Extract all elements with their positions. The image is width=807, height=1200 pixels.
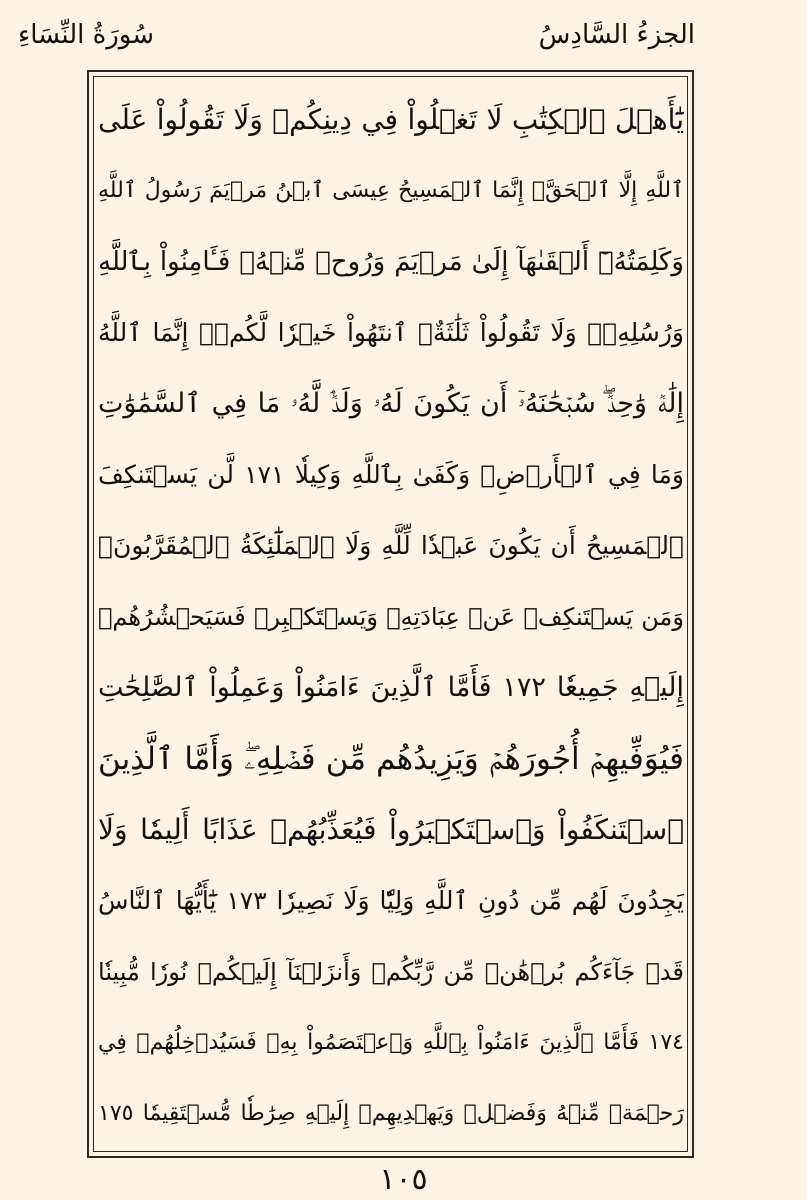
- text-line-6: وَمَا فِي ٱلۡأَرۡضِۗ وَكَفَىٰ بِٱللَّهِ وَكِيلٗا ١٧١ لَّن يَسۡتَنكِفَ: [98, 460, 684, 489]
- text-line-13: قَدۡ جَآءَكُم بُرۡهَٰنٞ مِّن رَّبِّكُمۡ وَأَنزَلۡنَآ إِلَيۡكُمۡ نُورٗا مُّبِينٗا: [98, 958, 684, 986]
- juz-title: الجزءُ السَّادِسُ: [538, 20, 695, 50]
- page-header: [0, 0, 807, 66]
- text-line-4: وَرُسُلِهِۦۖ وَلَا تَقُولُواْ ثَلَٰثَةٌۚ ٱنتَهُواْ خَيۡرٗا لَّكُمۡۚ إِنَّمَا ٱللَّهُ: [98, 318, 684, 347]
- text-line-5: إِلَٰهٞ وَٰحِدٞۖ سُبۡحَٰنَهُۥٓ أَن يَكُونَ لَهُۥ وَلَدٞۘ لَّهُۥ مَا فِي ٱلسَّمَٰوَٰتِ: [98, 388, 684, 419]
- quran-text-body: [98, 82, 684, 1146]
- surah-title: سُورَةُ النِّسَاءِ: [18, 20, 154, 50]
- text-line-14: ١٧٤ فَأَمَّا ٱلَّذِينَ ءَامَنُواْ بِٱللَّهِ وَٱعۡتَصَمُواْ بِهِۦ فَسَيُدۡخِلُهُمۡ فِي: [98, 1030, 684, 1055]
- text-line-3: وَكَلِمَتُهُۥٓ أَلۡقَىٰهَآ إِلَىٰ مَرۡيَمَ وَرُوحٞ مِّنۡهُۖ فَـَٔامِنُواْ بِٱللَّهِ: [98, 247, 684, 277]
- text-line-8: وَمَن يَسۡتَنكِفۡ عَنۡ عِبَادَتِهِۦ وَيَسۡتَكۡبِرۡ فَسَيَحۡشُرُهُمۡ: [98, 603, 684, 631]
- text-line-15: رَحۡمَةٖ مِّنۡهُ وَفَضۡلٖ وَيَهۡدِيهِمۡ إِلَيۡهِ صِرَٰطٗا مُّسۡتَقِيمٗا ١٧٥: [98, 1101, 684, 1126]
- text-line-9: إِلَيۡهِ جَمِيعٗا ١٧٢ فَأَمَّا ٱلَّذِينَ ءَامَنُواْ وَعَمِلُواْ ٱلصَّٰلِحَٰتِ: [98, 672, 684, 703]
- text-line-7: ٱلۡمَسِيحُ أَن يَكُونَ عَبۡدٗا لِّلَّهِ وَلَا ٱلۡمَلَٰٓئِكَةُ ٱلۡمُقَرَّبُونَۚ: [98, 531, 684, 560]
- page-number: ١٠٥: [379, 1162, 428, 1197]
- text-line-10: فَيُوَفِّيهِمۡ أُجُورَهُمۡ وَيَزِيدُهُم مِّن فَضۡلِهِۦۖ وَأَمَّا ٱلَّذِينَ: [98, 741, 684, 777]
- text-line-12: يَجِدُونَ لَهُم مِّن دُونِ ٱللَّهِ وَلِيّٗا وَلَا نَصِيرٗا ١٧٣ يَٰٓأَيُّهَا ٱلنَّاسُ: [98, 886, 684, 915]
- text-line-1: يَٰٓأَهۡلَ ٱلۡكِتَٰبِ لَا تَغۡلُواْ فِي دِينِكُمۡ وَلَا تَقُولُواْ عَلَى: [98, 103, 684, 136]
- text-line-11: ٱسۡتَنكَفُواْ وَٱسۡتَكۡبَرُواْ فَيُعَذِّبُهُمۡ عَذَابًا أَلِيمٗا وَلَا: [98, 813, 684, 846]
- text-line-2: ٱللَّهِ إِلَّا ٱلۡحَقَّۚ إِنَّمَا ٱلۡمَسِيحُ عِيسَى ٱبۡنُ مَرۡيَمَ رَسُولُ ٱللَّهِ: [98, 178, 684, 203]
